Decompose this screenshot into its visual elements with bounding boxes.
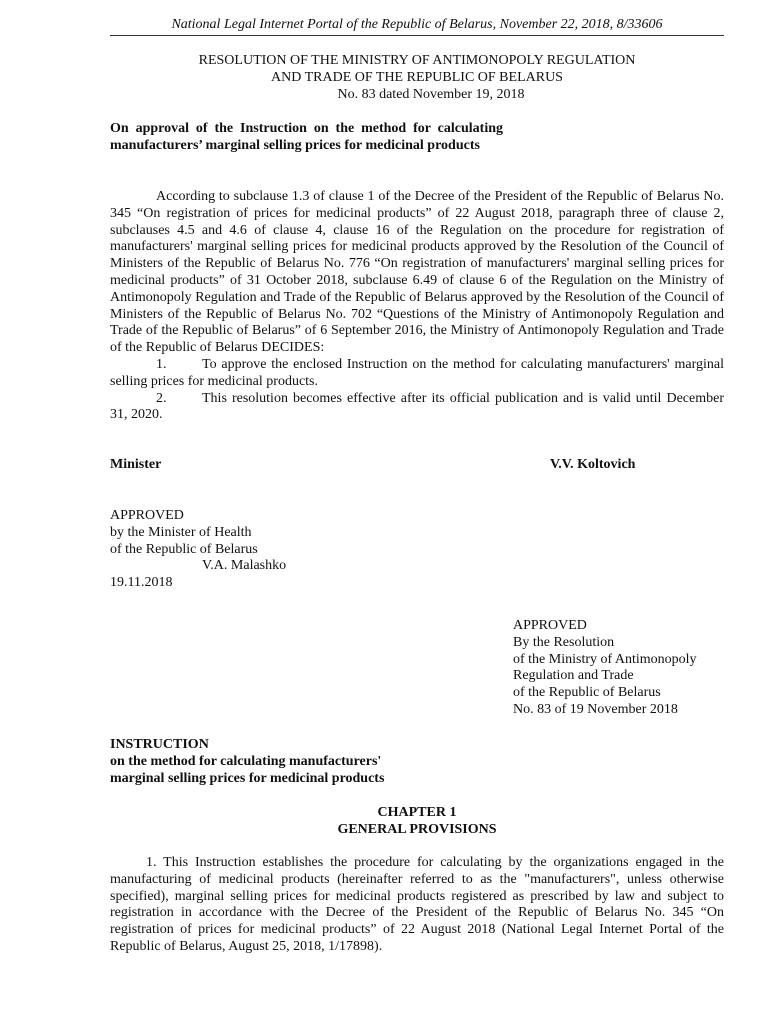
item-text: This resolution becomes effective after its official publication and is valid until December 31, 2020. — [110, 390, 724, 423]
decision-item-1 — [110, 357, 724, 391]
signer-name: V.V. Koltovich — [550, 457, 636, 472]
chapter-heading — [110, 805, 724, 839]
approval-resolution-line: By the Resolution — [513, 634, 615, 650]
approval-health-line: of the Republic of Belarus — [110, 541, 258, 557]
approval-resolution-line: of the Ministry of Antimonopoly — [513, 651, 697, 667]
resolution-number-date: No. 83 dated November 19, 2018 — [337, 86, 525, 102]
resolution-title-line1: RESOLUTION OF THE MINISTRY OF ANTIMONOPOLY REGULATION — [198, 53, 636, 68]
instruction-paragraph-1: 1. This Instruction establishes the procedure for calculating by the organizations engaged in the manufacturing of medicinal products (hereinafter referred to as the "manufacturers", unless otherwise specified), marginal selling prices for medicinal products registered as prescribed by law and subject to registration in accordance with the Decree of the President of the Republic of Belarus No. 345 “On registration of prices for medicinal products” of 22 August 2018 (National Legal Internet Portal of the Republic of Belarus, August 25, 2018, 1/17898). — [110, 855, 724, 954]
instruction-title: INSTRUCTION — [110, 737, 209, 752]
item-number: 1. — [156, 356, 167, 372]
approval-resolution-block — [513, 618, 697, 719]
approval-resolution-line: Regulation and Trade — [513, 668, 634, 684]
approval-health-signer: V.A. Malashko — [202, 558, 287, 574]
instruction-subtitle-line1: on the method for calculating manufacturers' — [110, 753, 382, 769]
approval-health-line: APPROVED — [110, 508, 184, 523]
resolution-subject: On approval of the Instruction on the method for calculating manufacturers’ marginal selling prices for medicinal products — [110, 121, 503, 153]
preamble-paragraph: According to subclause 1.3 of clause 1 of the Decree of the President of the Republic of Belarus No. 345 “On registration of prices for medicinal products” of 22 August 2018, paragraph three of clause 2, subclauses 4.5 and 4.6 of clause 4, clause 16 of the Regulation on the procedure for registration of manufacturers' marginal selling prices for medicinal products approved by the Resolution of the Council of Ministers of the Republic of Belarus No. 776 “On registration of manufacturers' marginal selling prices for medicinal products” of 31 October 2018, subclause 6.49 of clause 6 of the Regulation on the Ministry of Antimonopoly Regulation and Trade of the Republic of Belarus approved by the Resolution of the Council of Ministers of the Republic of Belarus No. 702 “Questions of the Ministry of Antimonopoly Regulation and Trade of the Republic of Belarus” of 6 September 2016, the Ministry of Antimonopoly Regulation and Trade of the Republic of Belarus DECIDES: — [110, 189, 724, 356]
resolution-title — [110, 53, 724, 103]
approval-resolution-line: No. 83 of 19 November 2018 — [513, 701, 678, 717]
instruction-body — [110, 855, 724, 956]
item-text: To approve the enclosed Instruction on the method for calculating manufacturers' marginal selling prices for medicinal products. — [110, 356, 724, 389]
approval-resolution-line: APPROVED — [513, 618, 587, 633]
approval-health-date: 19.11.2018 — [110, 575, 173, 591]
chapter-number: CHAPTER 1 — [377, 805, 457, 820]
resolution-body — [110, 189, 724, 424]
chapter-title: GENERAL PROVISIONS — [337, 821, 497, 837]
approval-resolution-line: of the Republic of Belarus — [513, 685, 661, 701]
signer-title: Minister — [110, 457, 162, 472]
decision-item-2 — [110, 391, 724, 425]
resolution-title-line2: AND TRADE OF THE REPUBLIC OF BELARUS — [271, 69, 563, 85]
approval-health-block — [110, 508, 286, 592]
instruction-subtitle-line2: marginal selling prices for medicinal products — [110, 770, 385, 786]
item-number: 2. — [156, 390, 167, 406]
header-divider — [110, 35, 724, 36]
approval-health-line: by the Minister of Health — [110, 524, 252, 540]
portal-header: National Legal Internet Portal of the Republic of Belarus, November 22, 2018, 8/33606 — [171, 17, 663, 32]
instruction-heading — [110, 737, 384, 787]
